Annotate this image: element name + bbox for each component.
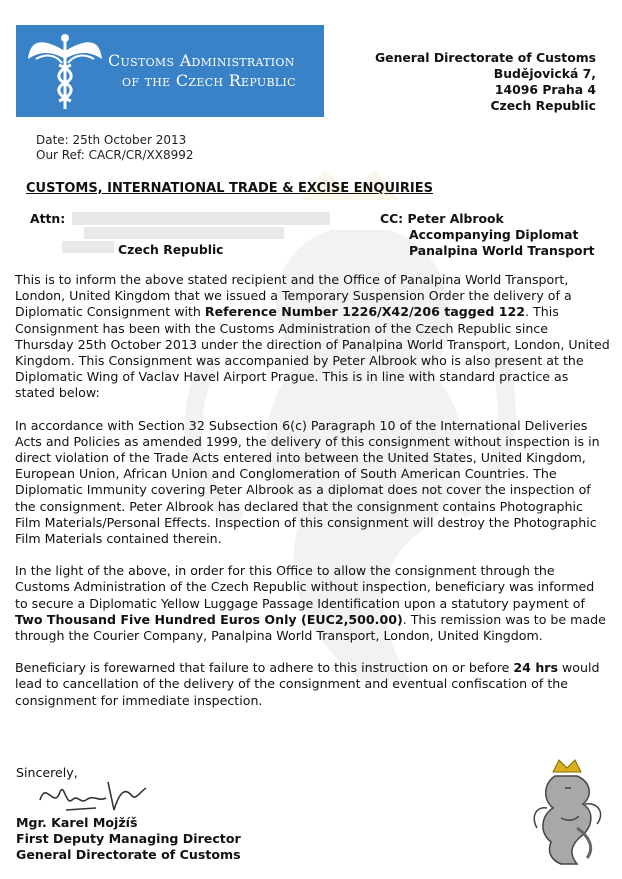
letter-date: Date: 25th October 2013 xyxy=(36,133,187,147)
body-paragraph: Beneficiary is forewarned that failure to adhere to this instruction on or before 24 hrs would lead to cancellation of the delivery of the consignment and eventual confiscation of the consignment for immediate inspection. xyxy=(15,660,600,708)
sender-line: 14096 Praha 4 xyxy=(494,82,596,97)
redacted-recipient-line1 xyxy=(72,212,330,225)
logo-text-line2: of the Czech Republic xyxy=(122,71,296,90)
logo-text-line1: Customs Administration xyxy=(108,51,295,70)
deadline: 24 hrs xyxy=(513,660,558,676)
customs-logo xyxy=(16,25,324,117)
body-paragraph: This is to inform the above stated recipient and the Office of Panalpina World Transport, London, United Kingdom that we issued a Temporary Suspension Order the delivery of a Diplomatic Consignment with Reference Number 1226/X42/206 tagged 122. This Consignment has been with the Customs Administration of the Czech Republic since Thursday 25th October 2013 under the direction of Panalpina World Transport, London, United Kingdom. This Consignment was accompanied by Peter Albrook who is also present at the Diplomatic Wing of Vaclav Havel Airport Prague. This is in line with standard practice as stated below: xyxy=(15,272,610,401)
sender-line: Czech Republic xyxy=(490,98,596,113)
czech-lion-icon xyxy=(525,758,609,866)
sender-line: General Directorate of Customs xyxy=(375,50,596,65)
redacted-recipient-line2 xyxy=(84,227,284,239)
letter-heading: CUSTOMS, INTERNATIONAL TRADE & EXCISE ENQUIRIES xyxy=(26,181,433,196)
reference-number: Reference Number 1226/X42/206 tagged 122 xyxy=(204,304,526,320)
body-paragraph: In the light of the above, in order for this Office to allow the consignment through the Customs Administration of the Czech Republic without inspection, beneficiary was informed to secure a Diplomatic Yellow Luggage Passage Identification upon a statutory payment of Two Thousand Five Hundred Euros Only (EUC2,500.00). This remission was to be made through the Courier Company, Panalpina World Transport, London, United Kingdom. xyxy=(15,563,606,644)
payment-amount: Two Thousand Five Hundred Euros Only (EUC2,500.00) xyxy=(15,611,403,627)
letter-reference: Our Ref: CACR/CR/XX8992 xyxy=(36,148,194,162)
cc-block xyxy=(380,211,595,259)
signer-title: First Deputy Managing Director xyxy=(16,831,241,846)
letter-meta xyxy=(36,133,194,163)
closing-salutation: Sincerely, xyxy=(16,765,78,780)
letter-body xyxy=(15,272,610,725)
caduceus-emblem-icon xyxy=(26,29,104,113)
handwritten-signature xyxy=(36,770,156,818)
sender-address xyxy=(375,50,596,114)
sender-line: Budějovická 7, xyxy=(493,66,596,81)
redacted-recipient-line3 xyxy=(62,241,114,253)
cc-line: Panalpina World Transport xyxy=(409,243,595,258)
signer-block xyxy=(16,815,241,863)
signer-name: Mgr. Karel Mojžíš xyxy=(16,815,138,830)
cc-line: Accompanying Diplomat xyxy=(409,227,579,242)
signer-organization: General Directorate of Customs xyxy=(16,847,241,862)
attn-country: Czech Republic xyxy=(118,242,224,257)
body-paragraph: In accordance with Section 32 Subsection 6(c) Paragraph 10 of the International Deliveries Acts and Policies as amended 1999, the delivery of this consignment without inspection is in direct violation of the Trade Acts entered into between the United States, United Kingdom, European Union, African Union and Conglomeration of South American Countries. The Diplomatic Immunity covering Peter Albrook as a diplomat does not cover the inspection of the consignment. Peter Albrook has declared that the consignment contains Photographic Film Materials/Personal Effects. Inspection of this consignment will destroy the Photographic Film Materials contained therein. xyxy=(15,417,600,547)
attn-label: Attn: xyxy=(30,211,66,226)
cc-line: CC: Peter Albrook xyxy=(380,211,504,226)
